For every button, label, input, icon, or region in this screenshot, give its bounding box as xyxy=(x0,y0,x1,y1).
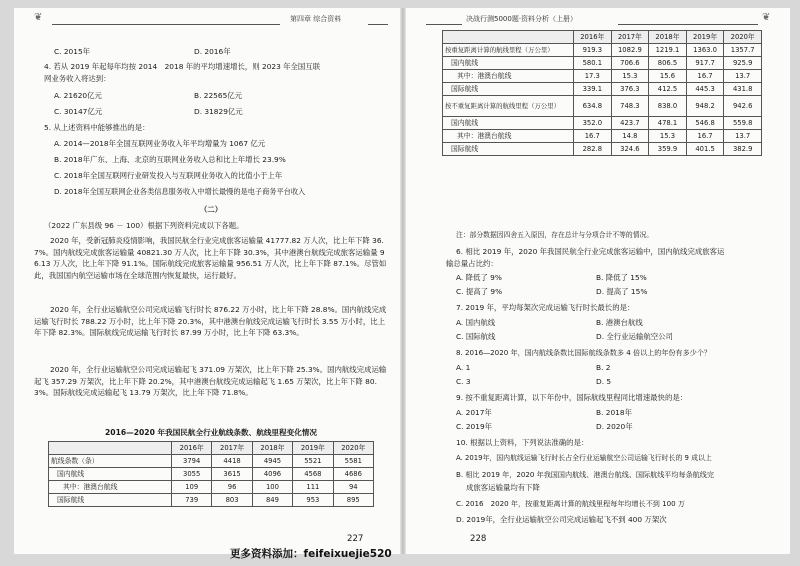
option: C. 30147亿元 xyxy=(54,107,103,116)
q10-stem: 10. 根据以上资料，下列说法准确的是： xyxy=(456,438,589,447)
table-header-cell: 2020年 xyxy=(333,442,373,455)
route-count-table xyxy=(48,441,374,507)
table-cell: 546.8 xyxy=(686,117,724,130)
table-cell: 559.8 xyxy=(724,117,762,130)
table-cell: 919.3 xyxy=(574,44,612,57)
option: A. 21620亿元 xyxy=(54,91,102,100)
book-gutter xyxy=(400,8,406,554)
table-cell: 352.0 xyxy=(574,117,612,130)
table-cell: 942.6 xyxy=(724,96,762,117)
table-header-cell: 2019年 xyxy=(293,442,333,455)
table-header-cell: 2018年 xyxy=(252,442,292,455)
table-cell: 4418 xyxy=(212,455,252,468)
table-cell: 3055 xyxy=(172,468,212,481)
option: B. 降低了 15% xyxy=(596,273,647,282)
q3-options xyxy=(54,46,231,58)
table-cell: 3794 xyxy=(172,455,212,468)
table-cell: 580.1 xyxy=(574,57,612,70)
table-cell: 948.2 xyxy=(686,96,724,117)
book-spread xyxy=(14,8,790,554)
q8-stem: 8. 2016—2020 年，国内航线条数比国际航线条数多 4 倍以上的年份有多少个？ xyxy=(456,348,712,357)
option: B. 相比 2019 年，2020 年我国国内航线、港澳台航线、国际航线平均每条航线完 xyxy=(456,470,714,479)
table-cell: 16.7 xyxy=(686,70,724,83)
option: D. 2018年全国互联网企业各类信息服务收入中增长最慢的是电子商务平台收入 xyxy=(54,187,306,196)
table-row xyxy=(443,70,762,83)
q4-options-row xyxy=(54,90,242,102)
q4-stem-line: 4. 若从 2019 年起每年均按 2014 2018 年的平均增速增长，则 2023 年全国互联 xyxy=(44,62,321,71)
table-cell: 100 xyxy=(252,481,292,494)
table-cell: 96 xyxy=(212,481,252,494)
table-header-cell: 2020年 xyxy=(724,31,762,44)
table-row xyxy=(49,455,374,468)
table-cell: 4686 xyxy=(333,468,373,481)
table-cell: 国内航线 xyxy=(49,468,172,481)
table-header-cell: 2017年 xyxy=(611,31,649,44)
table-cell: 13.7 xyxy=(724,130,762,143)
q6-options-row xyxy=(456,272,647,284)
option: A. 国内航线 xyxy=(456,318,496,327)
table-header-cell: 2017年 xyxy=(212,442,252,455)
table-cell: 其中：港澳台航线 xyxy=(443,130,574,143)
option: D. 2016年 xyxy=(194,47,231,56)
table-cell: 478.1 xyxy=(649,117,687,130)
table-cell: 111 xyxy=(293,481,333,494)
q9-options-row xyxy=(456,407,632,419)
table-cell: 412.5 xyxy=(649,83,687,96)
material-paragraph-3: 2020 年，全行业运输航空公司完成运输起飞 371.09 万架次，比上年下降 25.3%。国内航线完成运输起飞 357.29 万架次，比上年下降 20.2%，其中港澳台航线完成运输起飞 1.65 万架次，比上年下降 80.3%。国际航线完成运输起飞 13.79 万架次，比上年下降 71.8%。 xyxy=(34,365,387,398)
table-cell: 423.7 xyxy=(611,117,649,130)
table-cell: 445.3 xyxy=(686,83,724,96)
option: D. 提高了 15% xyxy=(596,287,648,296)
table-cell: 925.9 xyxy=(724,57,762,70)
table-cell: 382.9 xyxy=(724,143,762,156)
table-cell: 739 xyxy=(172,494,212,507)
table-cell: 4945 xyxy=(252,455,292,468)
q7-options-row xyxy=(456,331,673,343)
option: C. 2018年全国互联网行业研发投入与互联网业务收入的比值小于上年 xyxy=(54,171,283,180)
table-row xyxy=(443,117,762,130)
q6-stem-line: 输总量占比约： xyxy=(446,259,498,268)
left-page xyxy=(34,8,388,544)
table-cell: 14.8 xyxy=(611,130,649,143)
table-cell: 895 xyxy=(333,494,373,507)
table-cell: 国际航线 xyxy=(443,143,574,156)
table-cell: 634.8 xyxy=(574,96,612,117)
page-number: 228 xyxy=(470,534,487,544)
table-row xyxy=(49,494,374,507)
option: D. 5 xyxy=(596,377,612,386)
table-header-cell: 2018年 xyxy=(649,31,687,44)
material-paragraph-2: 2020 年，全行业运输航空公司完成运输飞行时长 876.22 万小时，比上年下降 28.8%。国内航线完成运输飞行时长 788.22 万小时，比上年下降 20.3%，其中港澳台航线完成运输飞行时长 3.55 万小时，比上年下降 82.3%。国际航线完成运输飞行时长 87.99 万小时，比上年下降 63.3%。 xyxy=(34,305,387,338)
table-cell: 航线条数（条） xyxy=(49,455,172,468)
option: D. 全行业运输航空公司 xyxy=(596,332,673,341)
table-header-cell: 2019年 xyxy=(686,31,724,44)
table-cell: 1082.9 xyxy=(611,44,649,57)
table-cell: 706.6 xyxy=(611,57,649,70)
q7-options-row xyxy=(456,317,643,329)
table-row xyxy=(443,83,762,96)
table-cell: 94 xyxy=(333,481,373,494)
table-row xyxy=(443,143,762,156)
table-cell: 其中：港澳台航线 xyxy=(49,481,172,494)
table-cell: 748.3 xyxy=(611,96,649,117)
table-cell: 401.5 xyxy=(686,143,724,156)
option: B. 2018年 xyxy=(596,408,632,417)
table-cell: 282.8 xyxy=(574,143,612,156)
table-header-row xyxy=(443,31,762,44)
q9-stem: 9. 按不重复距离计算，以下年份中，国际航线里程同比增速最快的是： xyxy=(456,393,688,402)
option: D. 31829亿元 xyxy=(194,107,243,116)
table-cell: 15.6 xyxy=(649,70,687,83)
option-continuation: 成旅客运输量均有下降 xyxy=(466,483,540,492)
table-cell: 16.7 xyxy=(686,130,724,143)
table-cell: 1219.1 xyxy=(649,44,687,57)
leaf-ornament-icon: ❦ xyxy=(762,12,771,23)
table-cell: 849 xyxy=(252,494,292,507)
option: C. 提高了 9% xyxy=(456,287,503,296)
q8-options-row xyxy=(456,362,610,374)
table-cell: 359.9 xyxy=(649,143,687,156)
table-cell: 1363.0 xyxy=(686,44,724,57)
table-row xyxy=(49,468,374,481)
table-cell: 431.8 xyxy=(724,83,762,96)
table-header-cell xyxy=(49,442,172,455)
table-cell: 803 xyxy=(212,494,252,507)
table-cell: 按不重复距离计算的航线里程（万公里） xyxy=(443,96,574,117)
q5-stem: 5. 从上述资料中能够推出的是： xyxy=(44,123,150,132)
option: A. 2019年，国内航线运输飞行时长占全行业运输航空公司运输飞行时长的 9 成以上 xyxy=(456,454,712,462)
option: C. 国际航线 xyxy=(456,332,496,341)
table-cell: 953 xyxy=(293,494,333,507)
option: C. 2016 2020 年，按重复距离计算的航线里程每年均增长不到 100 万 xyxy=(456,499,686,508)
option: D. 2020年 xyxy=(596,422,633,431)
table-row xyxy=(443,57,762,70)
q9-options-row xyxy=(456,421,633,433)
table-row xyxy=(443,96,762,117)
table-note: 注：部分数据因四舍五入原因，存在总计与分项合计不等的情况。 xyxy=(456,231,654,239)
table-cell: 109 xyxy=(172,481,212,494)
header-rule xyxy=(426,24,462,25)
book-title-header: 决战行测5000题·资料分析（上册） xyxy=(466,15,578,23)
table-cell: 15.3 xyxy=(649,130,687,143)
option: A. 降低了 9% xyxy=(456,273,502,282)
q6-options-row xyxy=(456,286,647,298)
table-cell: 3615 xyxy=(212,468,252,481)
table-cell: 13.7 xyxy=(724,70,762,83)
table-cell: 1357.7 xyxy=(724,44,762,57)
table-cell: 339.1 xyxy=(574,83,612,96)
option: A. 1 xyxy=(456,363,471,372)
right-page xyxy=(445,8,776,544)
table-cell: 16.7 xyxy=(574,130,612,143)
table-cell: 按重复距离计算的航线里程（万公里） xyxy=(443,44,574,57)
table-header-cell: 2016年 xyxy=(574,31,612,44)
table-cell: 国际航线 xyxy=(443,83,574,96)
q6-stem-line: 6. 相比 2019 年，2020 年我国民航全行业完成旅客运输中，国内航线完成旅客运 xyxy=(456,247,725,256)
material-paragraph-1: 2020 年，受新冠肺炎疫情影响，我国民航全行业完成旅客运输量 41777.82 万人次，比上年下降 36.7%。国内航线完成旅客运输量 40821.30 万人次，比上年下降 30.3%，其中港澳台航线完成旅客运输量 96.13 万人次，比上年下降 91.1%。国际航线完成旅客运输量 956.51 万人次，比上年下降 87.1%。尽管如此，我国国内航空运输市场在全球范围内恢复最快，运行最好。 xyxy=(34,236,387,280)
q7-stem: 7. 2019 年，平均每架次完成运输飞行时长最长的是： xyxy=(456,303,635,312)
table-title: 2016—2020 年我国民航全行业航线条数、航线里程变化情况 xyxy=(105,428,317,437)
table-header-cell xyxy=(443,31,574,44)
q8-options-row xyxy=(456,376,611,388)
table-row xyxy=(443,130,762,143)
header-rule xyxy=(368,24,388,25)
table-cell: 917.7 xyxy=(686,57,724,70)
table-cell: 5521 xyxy=(293,455,333,468)
table-row xyxy=(443,44,762,57)
table-cell: 838.0 xyxy=(649,96,687,117)
table-cell: 国内航线 xyxy=(443,57,574,70)
section-title: （二） xyxy=(199,205,223,214)
table-cell: 5581 xyxy=(333,455,373,468)
option: B. 2018年广东、上海、北京的互联网业务收入总和比上年增长 23.9% xyxy=(54,155,286,164)
table-cell: 806.5 xyxy=(649,57,687,70)
option: C. 2015年 xyxy=(54,47,91,56)
option: B. 22565亿元 xyxy=(194,91,243,100)
q4-stem-line: 网业务收入将达到： xyxy=(44,74,111,83)
section-intro: （2022 广东县级 96 － 100）根据下列资料完成以下各题。 xyxy=(44,221,244,230)
option: A. 2017年 xyxy=(456,408,492,417)
table-cell: 324.6 xyxy=(611,143,649,156)
page-number: 227 xyxy=(347,534,364,544)
table-cell: 15.3 xyxy=(611,70,649,83)
table-row xyxy=(49,481,374,494)
option: B. 2 xyxy=(596,363,611,372)
table-cell: 376.3 xyxy=(611,83,649,96)
q4-options-row xyxy=(54,106,243,118)
footer-contact: 更多资料添加：feifeixuejie520 xyxy=(230,548,392,560)
leaf-ornament-icon: ❦ xyxy=(34,12,43,23)
table-cell: 17.3 xyxy=(574,70,612,83)
option: C. 3 xyxy=(456,377,471,386)
option: D. 2019年，全行业运输航空公司完成运输起飞不到 400 万架次 xyxy=(456,515,667,524)
table-cell: 其中：港澳台航线 xyxy=(443,70,574,83)
table-header-cell: 2016年 xyxy=(172,442,212,455)
table-header-row xyxy=(49,442,374,455)
table-cell: 4096 xyxy=(252,468,292,481)
header-rule xyxy=(52,24,280,25)
table-cell: 4568 xyxy=(293,468,333,481)
option: B. 港澳台航线 xyxy=(596,318,643,327)
header-rule xyxy=(618,24,758,25)
option: A. 2014—2018年全国互联网业务收入年平均增量为 1067 亿元 xyxy=(54,139,266,148)
option: C. 2019年 xyxy=(456,422,493,431)
route-length-table xyxy=(442,30,762,156)
chapter-header: 第四章 综合资料 xyxy=(290,15,342,23)
table-cell: 国内航线 xyxy=(443,117,574,130)
table-cell: 国际航线 xyxy=(49,494,172,507)
